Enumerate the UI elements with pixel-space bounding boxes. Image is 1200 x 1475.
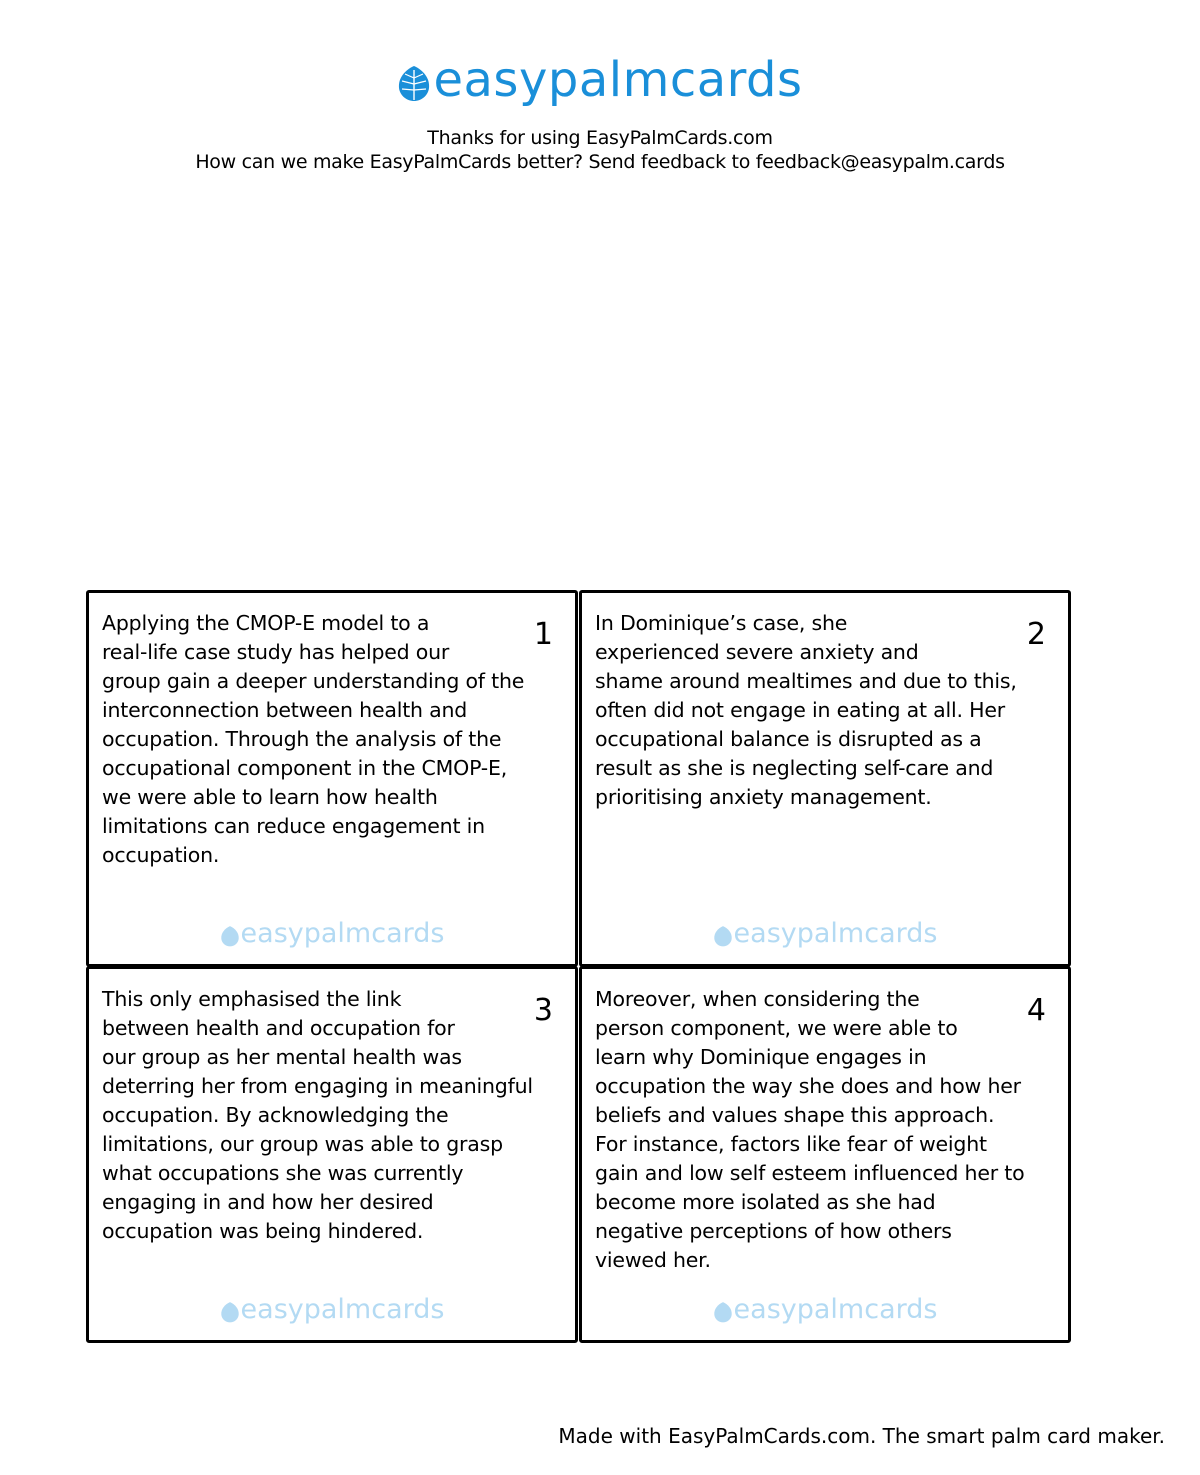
footer-credit: Made with EasyPalmCards.com. The smart palm card maker. [558, 1424, 1165, 1448]
card-watermark [582, 918, 1068, 950]
card-text: In Dominique’s case, she experienced severe anxiety and shame around mealtimes and due to this, often did not engage in eating at all. Her occupational balance is disrupted as a result as she is neglecting self-care and prioritising anxiety management. [595, 611, 1017, 809]
palm-leaf-icon [220, 925, 240, 947]
card-text: Applying the CMOP-E model to a real-life case study has helped our group gain a deeper understanding of the interconnection between health and occupation. Through the analysis of the occupational component in the CMOP-E, we were able to learn how health limitations can reduce engagement in occupation. [102, 611, 525, 867]
palm-card-3 [86, 966, 578, 1343]
logo-wordmark: easypalmcards [433, 52, 803, 108]
card-number: 2 [1026, 617, 1046, 652]
card-number: 3 [533, 993, 553, 1028]
watermark-text: easypalmcards [733, 1294, 938, 1325]
palm-card-4 [579, 966, 1071, 1343]
card-watermark [89, 1294, 575, 1326]
card-number: 1 [533, 617, 553, 652]
card-number: 4 [1026, 993, 1046, 1028]
palm-card-2 [579, 590, 1071, 967]
palm-leaf-icon [220, 1301, 240, 1323]
card-text: This only emphasised the link between health and occupation for our group as her mental health was deterring her from engaging in meaningful occupation. By acknowledging the limitations, our group was able to grasp what occupations she was currently engaging in and how her desired occupation was being hindered. [102, 987, 533, 1243]
watermark-text: easypalmcards [733, 918, 938, 949]
watermark-text: easypalmcards [240, 918, 445, 949]
card-watermark [89, 918, 575, 950]
palm-leaf-icon [713, 1301, 733, 1323]
palm-card-1 [86, 590, 578, 967]
card-text: Moreover, when considering the person component, we were able to learn why Dominique engages in occupation the way she does and how her beliefs and values shape this approach. For instance, factors like fear of weight gain and low self esteem influenced her to become more isolated as she had negative perceptions of how others viewed her. [595, 987, 1025, 1272]
palm-leaf-icon [397, 64, 431, 102]
thanks-line: Thanks for using EasyPalmCards.com [427, 127, 773, 149]
header-logo [0, 52, 1200, 108]
watermark-text: easypalmcards [240, 1294, 445, 1325]
card-watermark [582, 1294, 1068, 1326]
brand-logo [397, 52, 802, 108]
feedback-line: How can we make EasyPalmCards better? Send feedback to feedback@easypalm.cards [195, 151, 1005, 173]
palm-leaf-icon [713, 925, 733, 947]
